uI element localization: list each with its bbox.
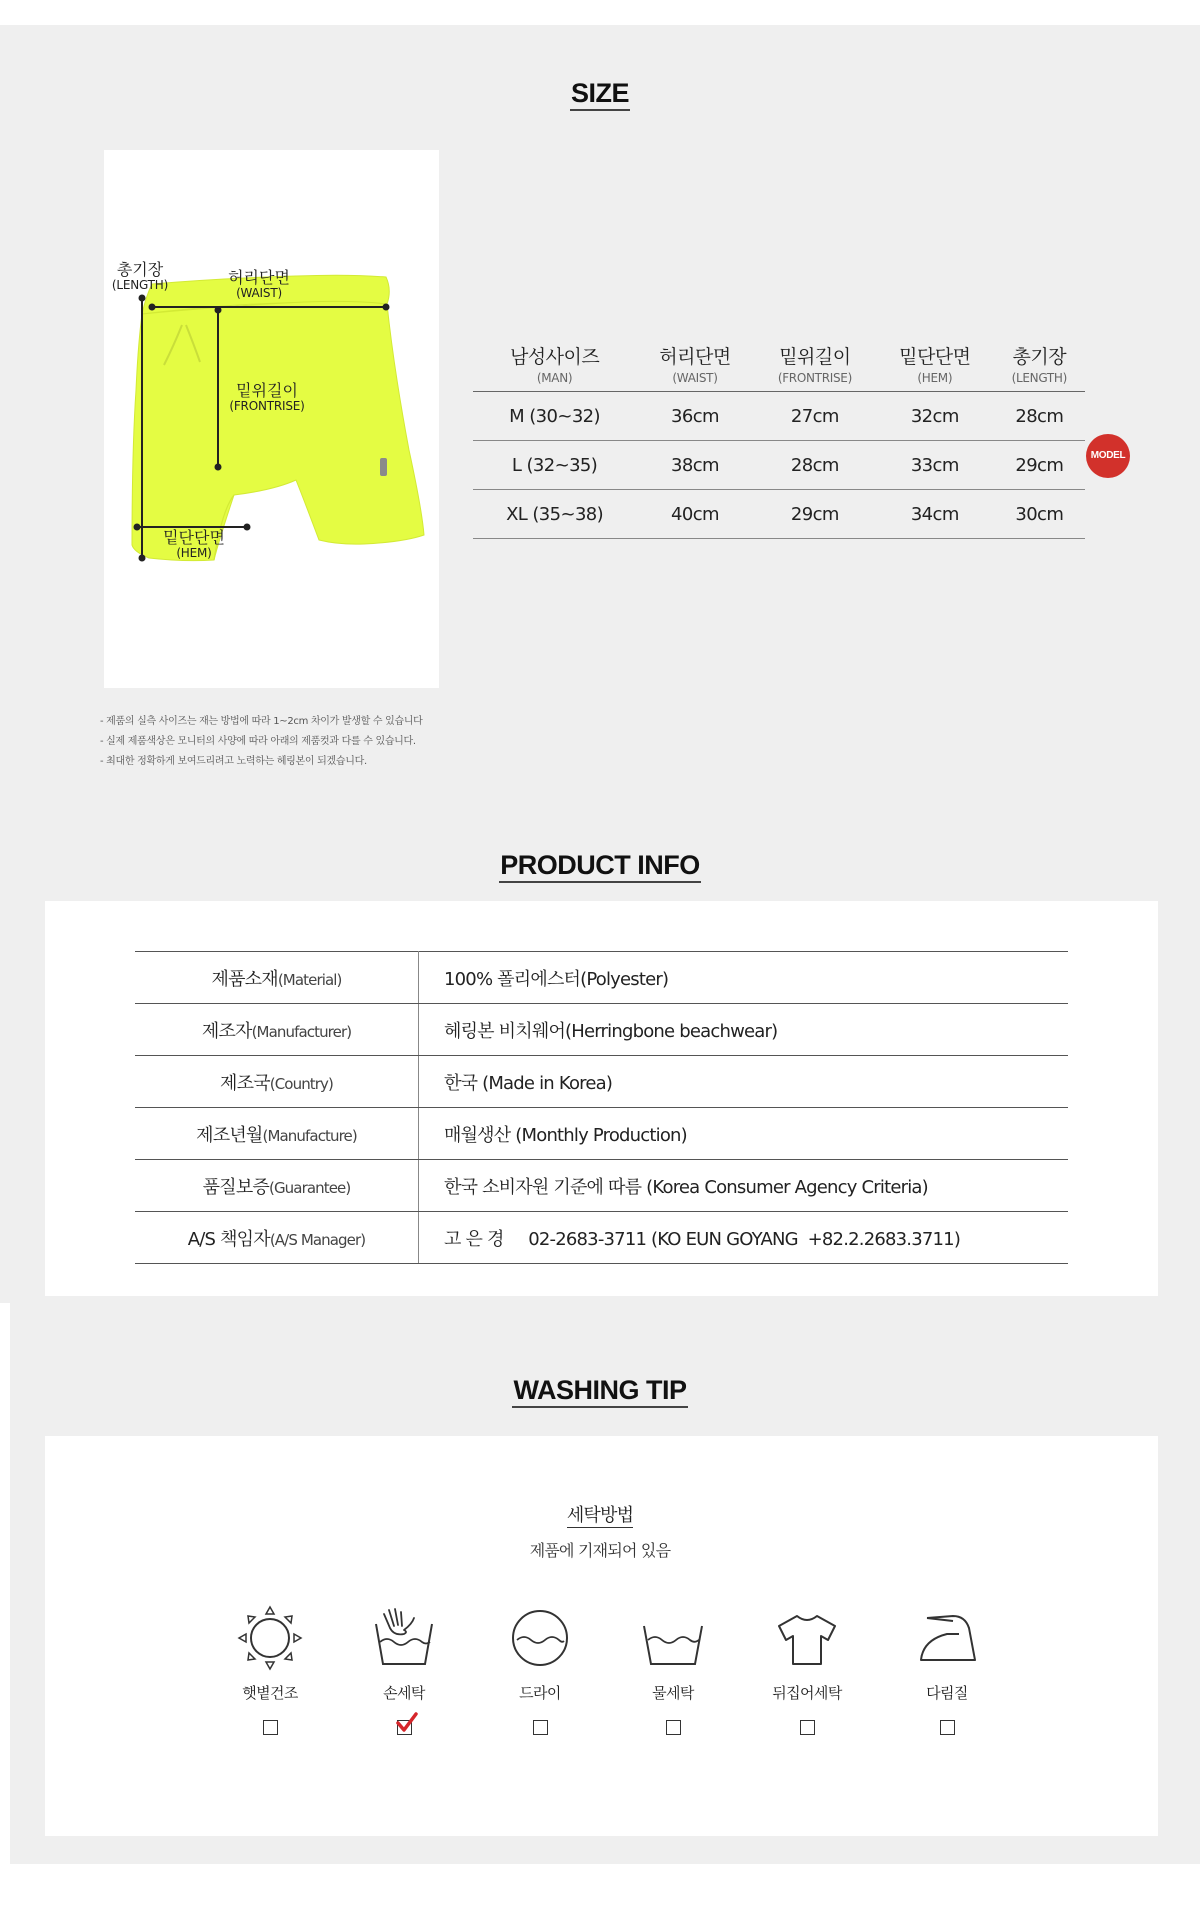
hem-label xyxy=(154,530,234,559)
table-row xyxy=(135,1212,1068,1264)
size-cell: 32cm xyxy=(876,392,994,441)
wash-item-water-wash xyxy=(613,1604,733,1735)
shorts-illustration xyxy=(104,150,439,688)
size-header-length: 총기장 (LENGTH) xyxy=(994,335,1085,392)
table-row xyxy=(473,490,1085,539)
size-cell: 33cm xyxy=(876,441,994,490)
table-row xyxy=(135,1056,1068,1108)
water-wash-icon xyxy=(639,1604,707,1672)
table-row xyxy=(135,1004,1068,1056)
table-row xyxy=(135,1108,1068,1160)
size-note: - 최대한 정확하게 보여드리려고 노력하는 헤링본이 되겠습니다. xyxy=(100,756,367,767)
check-mark-icon xyxy=(396,1712,418,1734)
size-cell: 40cm xyxy=(636,490,754,539)
info-key: 제조년월(Manufacture) xyxy=(135,1108,419,1160)
wash-checkbox[interactable] xyxy=(940,1720,955,1735)
wash-label: 다림질 xyxy=(926,1684,968,1702)
info-key: 제품소재(Material) xyxy=(135,952,419,1004)
wash-item-iron xyxy=(887,1604,1007,1735)
dry-clean-icon xyxy=(506,1604,574,1672)
size-table xyxy=(473,335,1085,539)
wash-label: 햇볕건조 xyxy=(242,1684,298,1702)
wash-checkbox[interactable] xyxy=(666,1720,681,1735)
info-value: 100% 폴리에스터(Polyester) xyxy=(419,952,1069,1004)
info-value: 헤링본 비치웨어(Herringbone beachwear) xyxy=(419,1004,1069,1056)
waist-label-ko: 허리단면 xyxy=(228,268,290,287)
hem-label-ko: 밑단단면 xyxy=(163,528,225,547)
hem-label-en: (HEM) xyxy=(176,545,212,560)
length-label-ko: 총기장 xyxy=(116,260,164,279)
wash-item-sun-dry xyxy=(210,1604,330,1735)
size-note: - 실제 제품색상은 모니터의 사양에 따라 아래의 제품컷과 다를 수 있습니다. xyxy=(100,736,416,747)
washing-section-title xyxy=(0,1375,1200,1406)
size-cell: M (30~32) xyxy=(473,392,636,441)
info-value: 한국 소비자원 기준에 따름 (Korea Consumer Agency Criteria) xyxy=(419,1160,1069,1212)
wash-checkbox[interactable] xyxy=(533,1720,548,1735)
size-header-waist: 허리단면 (WAIST) xyxy=(636,335,754,392)
wash-item-inside-out xyxy=(747,1604,867,1735)
inside-out-wash-icon xyxy=(773,1604,841,1672)
info-value: 매월생산 (Monthly Production) xyxy=(419,1108,1069,1160)
washing-title-text: WASHING TIP xyxy=(512,1375,687,1408)
info-value: 한국 (Made in Korea) xyxy=(419,1056,1069,1108)
size-diagram xyxy=(104,150,439,688)
frontrise-label-ko: 밑위길이 xyxy=(236,381,298,400)
washing-subheading: 제품에 기재되어 있음 xyxy=(529,1541,671,1560)
info-key: A/S 책임자(A/S Manager) xyxy=(135,1212,419,1264)
size-table-header-row xyxy=(473,335,1085,392)
length-label-en: (LENGTH) xyxy=(111,277,169,292)
size-section-title xyxy=(0,78,1200,109)
wash-item-hand-wash xyxy=(344,1604,464,1735)
product-info-section-title xyxy=(0,850,1200,881)
size-title-text: SIZE xyxy=(570,78,630,111)
product-info-title-text: PRODUCT INFO xyxy=(499,850,701,883)
frontrise-label xyxy=(219,383,315,412)
info-key: 제조자(Manufacturer) xyxy=(135,1004,419,1056)
info-key: 제조국(Country) xyxy=(135,1056,419,1108)
wash-label: 드라이 xyxy=(519,1684,561,1702)
size-cell: 29cm xyxy=(994,441,1085,490)
size-cell: 29cm xyxy=(754,490,876,539)
wash-label: 물세탁 xyxy=(652,1684,694,1702)
washing-method-title: 세탁방법 xyxy=(566,1505,634,1526)
product-info-table xyxy=(135,951,1068,1264)
size-notes xyxy=(100,712,423,772)
wash-checkbox[interactable] xyxy=(263,1720,278,1735)
size-header-hem: 밑단단면 (HEM) xyxy=(876,335,994,392)
size-cell: L (32~35) xyxy=(473,441,636,490)
waist-label xyxy=(219,270,299,299)
size-cell: 34cm xyxy=(876,490,994,539)
washing-heading xyxy=(0,1501,1200,1527)
waist-label-en: (WAIST) xyxy=(236,285,282,300)
table-row xyxy=(135,1160,1068,1212)
size-note: - 제품의 실측 사이즈는 재는 방법에 따라 1~2cm 차이가 발생할 수 있습니다 xyxy=(100,716,423,727)
size-cell: 38cm xyxy=(636,441,754,490)
size-header-frontrise: 밑위길이 (FRONTRISE) xyxy=(754,335,876,392)
size-cell: 30cm xyxy=(994,490,1085,539)
size-cell: 36cm xyxy=(636,392,754,441)
wash-checkbox[interactable] xyxy=(800,1720,815,1735)
size-header-man: 남성사이즈 (MAN) xyxy=(473,335,636,392)
info-value: 고 은 경 02-2683-3711 (KO EUN GOYANG +82.2.2683.3711) xyxy=(419,1212,1069,1264)
table-row xyxy=(473,392,1085,441)
wash-checkbox-checked[interactable] xyxy=(397,1720,412,1735)
wash-label: 손세탁 xyxy=(383,1684,425,1702)
sun-dry-icon xyxy=(236,1604,304,1672)
size-cell: XL (35~38) xyxy=(473,490,636,539)
size-cell: 28cm xyxy=(994,392,1085,441)
model-badge: MODEL xyxy=(1086,434,1130,478)
iron-icon xyxy=(913,1604,981,1672)
size-cell: 27cm xyxy=(754,392,876,441)
info-key: 품질보증(Guarantee) xyxy=(135,1160,419,1212)
length-label xyxy=(106,262,174,291)
table-row xyxy=(473,441,1085,490)
wash-label: 뒤집어세탁 xyxy=(772,1684,842,1702)
frontrise-label-en: (FRONTRISE) xyxy=(229,398,305,413)
wash-item-dry-clean xyxy=(480,1604,600,1735)
size-cell: 28cm xyxy=(754,441,876,490)
hand-wash-icon xyxy=(370,1604,438,1672)
table-row xyxy=(135,952,1068,1004)
